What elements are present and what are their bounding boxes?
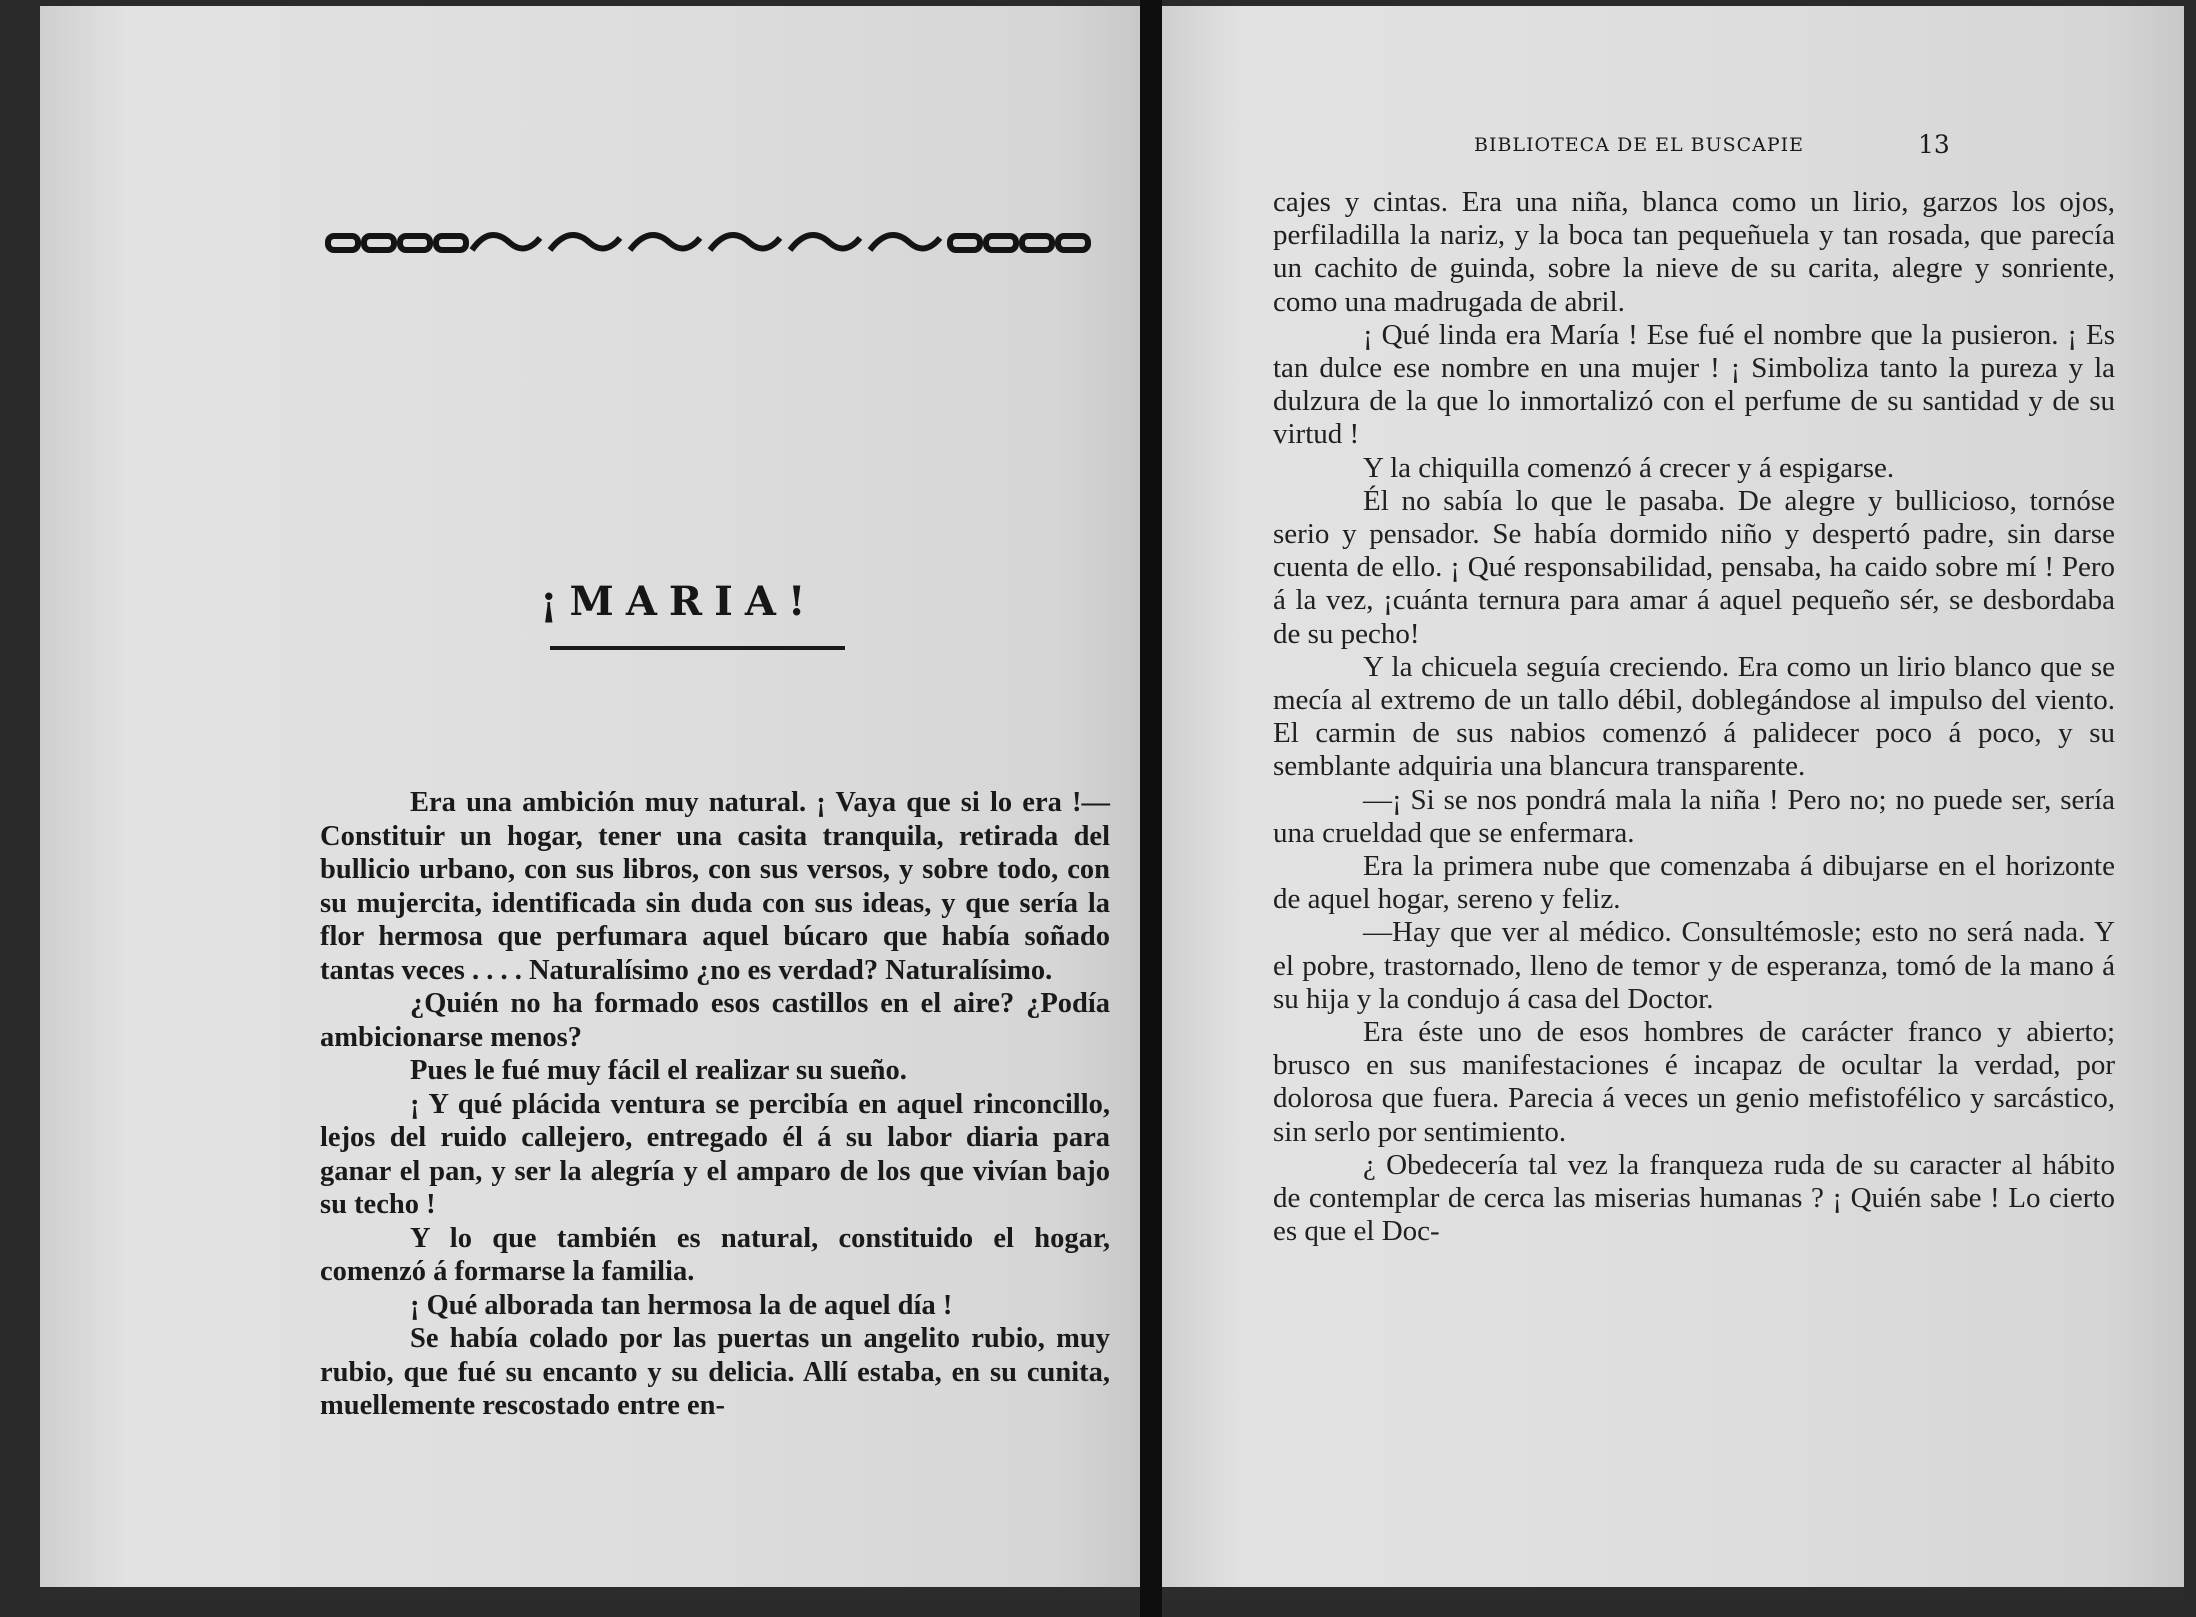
paragraph: ¡ Qué linda era María ! Ese fué el nombre que la pusieron. ¡ Es tan dulce ese nombre en una mujer ! ¡ Simboliza tanto la pureza y la dulzura de la que lo inmortalizó con el perfume de su santidad y de su virtud ! [1273,318,2115,451]
book-gutter [1140,0,1162,1617]
paragraph: ¿ Obedecería tal vez la franqueza ruda de su caracter al hábito de contemplar de cerca las miserias humanas ? ¡ Quién sabe ! Lo cierto es que el Doc- [1273,1148,2115,1248]
paragraph: —¡ Si se nos pondrá mala la niña ! Pero no; no puede ser, sería una crueldad que se enfermara. [1273,783,2115,849]
chain-ornament-icon [320,228,1120,258]
paragraph: Pues le fué muy fácil el realizar su sueño. [410,1055,907,1086]
paragraph: Y la chicuela seguía creciendo. Era como un lirio blanco que se mecía al extremo de un tallo débil, doblegándose al impulso del viento. El carmin de sus nabios comenzó á palidecer poco á poco, y su semblante adquiria una blancura transparente. [1273,650,2115,783]
paragraph: Se había colado por las puertas un angelito rubio, muy rubio, que fué su encanto y su delicia. Allí estaba, en su cunita, muellemente rescostado entre en- [320,1323,1110,1421]
chapter-title: ¡MARIA! [540,578,818,625]
paragraph: ¿Quién no ha formado esos castillos en el aire? ¿Podía ambicionarse menos? [320,988,1110,1053]
page-number: 13 [1918,130,1950,159]
right-page-text [1273,186,2115,1249]
scan-edge [40,1587,1140,1601]
paragraph: Y lo que también es natural, constituido el hogar, comenzó á formarse la familia. [320,1222,1110,1287]
right-page [1162,6,2184,1601]
left-page [40,6,1140,1601]
paragraph: Era éste uno de esos hombres de carácter franco y abierto; brusco en sus manifestaciones é incapaz de ocultar la verdad, por dolorosa que fuera. Parecia á veces un genio mefistofélico y sarcástico, sin serlo por sentimiento. [1273,1016,2115,1148]
paragraph: ¡ Qué alborada tan hermosa la de aquel día ! [410,1289,953,1321]
paragraph: Y la chiquilla comenzó á crecer y á espigarse. [1363,451,1895,484]
title-underline [550,646,845,650]
scan-edge [1162,1587,2184,1601]
running-head: BIBLIOTECA DE EL BUSCAPIE [1474,134,1805,156]
paragraph: cajes y cintas. Era una niña, blanca como un lirio, garzos los ojos, perfiladilla la nariz, y la boca tan pequeñuela y tan rosada, que parecía un cachito de guinda, sobre la nieve de su carita, alegre y sonriente, como una madrugada de abril. [1273,186,2115,318]
paragraph: —Hay que ver al médico. Consultémosle; esto no será nada. Y el pobre, trastornado, lleno de temor y de esperanza, tomó de la mano á su hija y la condujo á casa del Doctor. [1273,916,2115,1015]
paragraph: Era una ambición muy natural. ¡ Vaya que si lo era !—Constituir un hogar, tener una casita tranquila, retirada del bullicio urbano, con sus libros, con sus versos, y sobre todo, con su mujercita, identificada sin duda con sus ideas, y que sería la flor hermosa que perfumara aquel búcaro que había soñado tantas veces . . . . Naturalísimo ¿no es verdad? Naturalísimo. [320,787,1110,986]
paragraph: Era la primera nube que comenzaba á dibujarse en el horizonte de aquel hogar, sereno y feliz. [1273,850,2115,916]
paragraph: ¡ Y qué plácida ventura se percibía en aquel rinconcillo, lejos del ruido callejero, entregado él á su labor diaria para ganar el pan, y ser la alegría y el amparo de los que vivían bajo su techo ! [320,1088,1110,1220]
left-page-text [320,786,1110,1423]
paragraph: Él no sabía lo que le pasaba. De alegre y bullicioso, tornóse serio y pensador. Se había dormido niño y despertó padre, sin darse cuenta de ello. ¡ Qué responsabilidad, pensaba, ha caido sobre mí ! Pero á la vez, ¡cuánta ternura para amar á aquel pequeño sér, se desbordaba de su pecho! [1273,484,2115,650]
